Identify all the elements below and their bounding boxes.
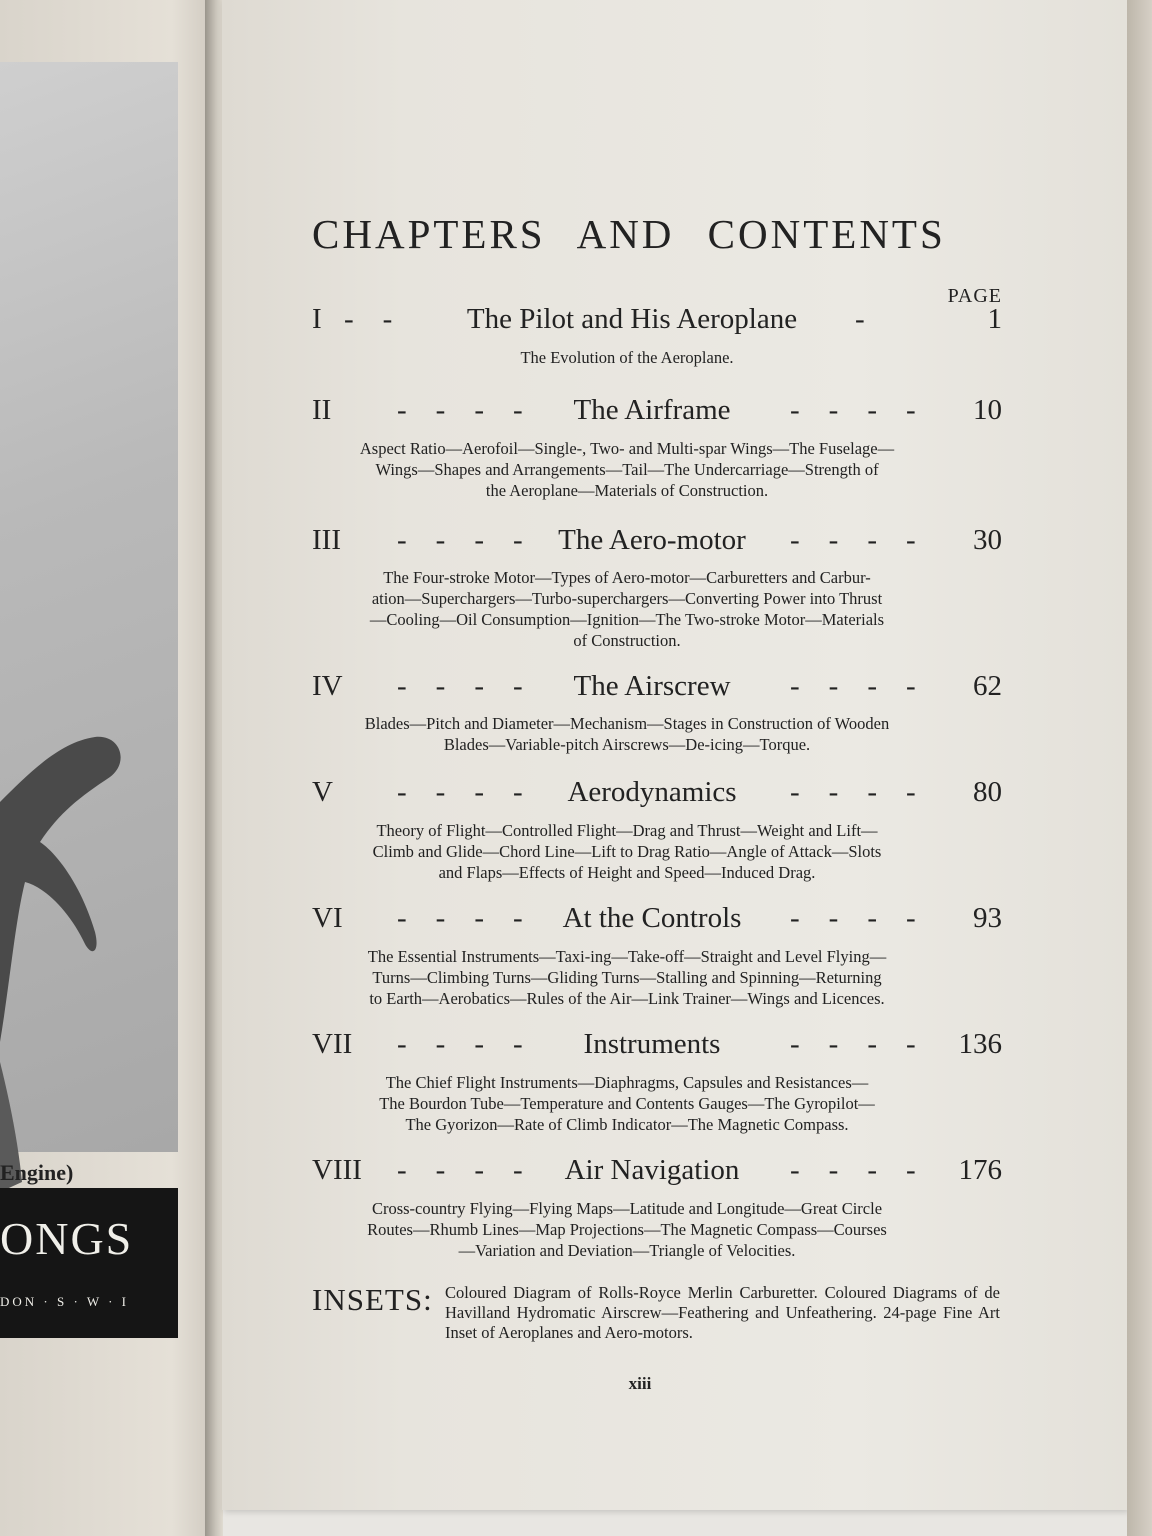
chapter-number: I <box>312 303 322 335</box>
description-line: The Four-stroke Motor—Types of Aero-motor—Carburetters and Carbur- <box>383 568 871 587</box>
chapter-number: VII <box>312 1028 353 1060</box>
chapter-description <box>312 820 942 883</box>
chapter-number: VI <box>312 902 343 934</box>
chapter-title: The Pilot and His Aeroplane <box>466 303 798 335</box>
chapter-title: The Airscrew <box>573 670 731 702</box>
description-line: Aspect Ratio—Aerofoil—Single-, Two- and Multi-spar Wings—The Fuselage— <box>359 439 895 458</box>
description-line: and Flaps—Effects of Height and Speed—Induced Drag. <box>438 863 816 882</box>
description-line: of Construction. <box>573 631 681 650</box>
description-line: Blades—Pitch and Diameter—Mechanism—Stages in Construction of Wooden <box>364 714 890 733</box>
description-line: The Bourdon Tube—Temperature and Contents Gauges—The Gyropilot— <box>379 1094 875 1113</box>
chapter-description <box>312 946 942 1009</box>
leader-dashes: - - - - <box>790 670 916 702</box>
page-edge <box>1127 0 1152 1536</box>
chapter-description <box>312 347 942 368</box>
chapter-description <box>312 713 942 755</box>
chapter-number: V <box>312 776 333 808</box>
description-line: The Chief Flight Instruments—Diaphragms, Capsules and Resistances— <box>385 1073 869 1092</box>
chapter-title: At the Controls <box>562 902 742 934</box>
description-line: to Earth—Aerobatics—Rules of the Air—Link Trainer—Wings and Licences. <box>369 989 885 1008</box>
chapter-number: IV <box>312 670 343 702</box>
description-line: Cross-country Flying—Flying Maps—Latitude and Longitude—Great Circle <box>371 1199 883 1218</box>
leader-dashes: - - - - <box>397 776 523 808</box>
chapter-page: 136 <box>958 1028 1002 1060</box>
leader-dashes: - - - - <box>790 776 916 808</box>
chapter-number: III <box>312 524 341 556</box>
chapter-title: Instruments <box>583 1028 721 1060</box>
description-line: Theory of Flight—Controlled Flight—Drag and Thrust—Weight and Lift— <box>376 821 878 840</box>
chapter-entry <box>312 902 1002 942</box>
advertisement-address: DON · S · W · I <box>0 1294 130 1309</box>
leader-dashes: - <box>855 303 865 335</box>
description-line: The Gyorizon—Rate of Climb Indicator—The Magnetic Compass. <box>405 1115 849 1134</box>
advertisement-word: ONGS <box>0 1213 134 1264</box>
description-line: —Variation and Deviation—Triangle of Velocities. <box>458 1241 796 1260</box>
chapter-entry <box>312 394 1002 434</box>
leader-dashes: - - - - <box>397 670 523 702</box>
description-line: The Essential Instruments—Taxi-ing—Take-off—Straight and Level Flying— <box>367 947 887 966</box>
leader-dashes: - - - - <box>397 1028 523 1060</box>
aircraft-photo-icon <box>0 682 178 1202</box>
chapter-page: 30 <box>973 524 1002 556</box>
description-line: —Cooling—Oil Consumption—Ignition—The Two-stroke Motor—Materials <box>369 610 885 629</box>
chapter-title: The Aero-motor <box>558 524 746 556</box>
description-line: ation—Superchargers—Turbo-superchargers—Converting Power into Thrust <box>371 589 883 608</box>
insets-label: INSETS: <box>312 1282 433 1317</box>
leader-dashes: - - - - <box>790 394 916 426</box>
leader-dashes: - - - - <box>790 1154 916 1186</box>
chapter-page: 62 <box>973 670 1002 702</box>
chapter-page: 176 <box>958 1154 1002 1186</box>
chapter-page: 80 <box>973 776 1002 808</box>
aircraft-photo-plate <box>0 62 178 1152</box>
chapter-entry <box>312 776 1002 816</box>
description-line: The Evolution of the Aeroplane. <box>520 348 734 367</box>
leader-dashes: - - <box>344 303 393 335</box>
leader-dashes: - - - - <box>397 902 523 934</box>
leader-dashes: - - - - <box>397 394 523 426</box>
chapter-description <box>312 567 942 651</box>
leader-dashes: - - - - <box>397 524 523 556</box>
page-number: xiii <box>628 1374 652 1393</box>
description-line: Routes—Rhumb Lines—Map Projections—The Magnetic Compass—Courses <box>367 1220 887 1239</box>
chapter-entry <box>312 524 1002 564</box>
chapter-title: Air Navigation <box>564 1154 740 1186</box>
chapter-description <box>312 438 942 501</box>
chapter-title: The Airframe <box>573 394 731 426</box>
description-line: Blades—Variable-pitch Airscrews—De-icing—Torque. <box>443 735 811 754</box>
page-title: CHAPTERS AND CONTENTS <box>312 211 946 257</box>
chapter-entry <box>312 1028 1002 1068</box>
page-column-header: PAGE <box>947 285 1002 307</box>
description-line: Turns—Climbing Turns—Gliding Turns—Stalling and Spinning—Returning <box>372 968 882 987</box>
description-line: the Aeroplane—Materials of Construction. <box>485 481 769 500</box>
chapter-page: 93 <box>973 902 1002 934</box>
advertisement-band <box>0 1188 178 1338</box>
left-facing-page <box>0 0 215 1536</box>
chapter-entry <box>312 303 1002 343</box>
chapter-description <box>312 1072 942 1135</box>
chapter-page: 10 <box>973 394 1002 426</box>
photo-caption-fragment: Engine) <box>0 1160 74 1185</box>
chapter-page: 1 <box>987 303 1002 335</box>
chapter-entry <box>312 670 1002 710</box>
insets-description: Coloured Diagram of Rolls-Royce Merlin Carburetter. Coloured Diagrams of de Havilland Hydromatic Airscrew—Feathering and Unfeathering. 24-page Fine Art Inset of Aeroplanes and Aero-motors. <box>445 1283 1000 1342</box>
chapter-description <box>312 1198 942 1261</box>
chapter-title: Aerodynamics <box>567 776 737 808</box>
description-line: Wings—Shapes and Arrangements—Tail—The Undercarriage—Strength of <box>375 460 879 479</box>
book-gutter <box>205 0 223 1536</box>
leader-dashes: - - - - <box>790 524 916 556</box>
chapter-entry <box>312 1154 1002 1194</box>
leader-dashes: - - - - <box>397 1154 523 1186</box>
leader-dashes: - - - - <box>790 902 916 934</box>
chapter-number: VIII <box>312 1154 362 1186</box>
description-line: Climb and Glide—Chord Line—Lift to Drag Ratio—Angle of Attack—Slots <box>372 842 882 861</box>
chapter-number: II <box>312 394 332 426</box>
leader-dashes: - - - - <box>790 1028 916 1060</box>
